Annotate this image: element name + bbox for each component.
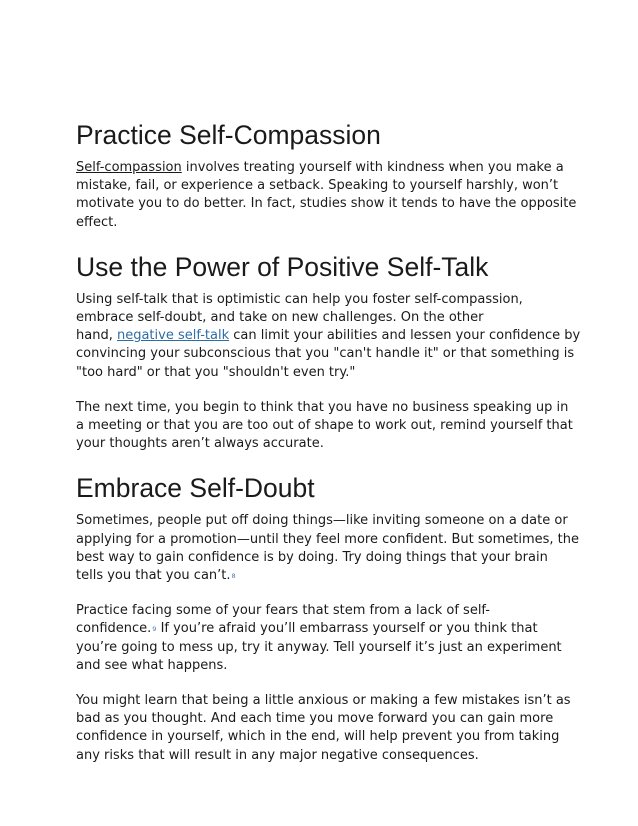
footnote-marker[interactable]: 8 [231, 572, 236, 581]
paragraph [76, 692, 571, 765]
footnote-marker[interactable]: 9 [152, 625, 157, 634]
text-line: hand, [76, 328, 117, 344]
text-line: you’re going to mess up, try it anyway. Tell yourself it’s just an experiment [76, 639, 562, 655]
section-heading: Use the Power of Positive Self-Talk [76, 251, 489, 282]
section-embrace-self-doubt [76, 473, 580, 764]
text-line: tells you that you can’t. [76, 568, 231, 584]
text-line: The next time, you begin to think that you have no business speaking up in [76, 399, 569, 415]
text-line: applying for a promotion—until they feel more confident. But sometimes, the [76, 531, 580, 547]
negative-self-talk-link[interactable]: negative self-talk [116, 328, 230, 344]
section-heading: Practice Self-Compassion [76, 120, 381, 150]
text-line: and see what happens. [76, 657, 228, 673]
paragraph [76, 159, 577, 232]
text-line: best way to gain confidence is by doing. Try doing things that your brain [76, 549, 548, 565]
section-practice-self-compassion [76, 120, 577, 232]
text-line: Using self-talk that is optimistic can help you foster self-compassion, [76, 291, 523, 307]
paragraph [76, 291, 581, 382]
text-line: Sometimes, people put off doing things—like inviting someone on a date or [76, 513, 568, 529]
text-line: bad as you thought. And each time you move forward you can gain more [76, 711, 554, 727]
text-line: "too hard" or that you "shouldn't even try." [76, 364, 356, 380]
section-positive-self-talk [76, 251, 581, 454]
text-line: confidence in yourself, which in the end, will help prevent you from taking [76, 729, 560, 745]
text-line: convincing your subconscious that you "can't handle it" or that something is [76, 346, 575, 362]
article-body [76, 120, 581, 785]
text-line: confidence. [76, 621, 152, 637]
text-line: any risks that will result in any major negative consequences. [76, 747, 479, 763]
text-line: Practice facing some of your fears that stem from a lack of self- [76, 603, 490, 619]
text-line: can limit your abilities and lessen your confidence by [229, 328, 581, 344]
text-line: a meeting or that you are too out of shape to work out, remind yourself that [76, 418, 573, 434]
paragraph [76, 602, 566, 675]
text-line: involves treating yourself with kindness when you make a [181, 160, 564, 175]
text-line: embrace self-doubt, and take on new challenges. On the other [76, 310, 484, 326]
section-heading: Embrace Self-Doubt [76, 473, 315, 504]
text-line: mistake, fail, or experience a setback. Speaking to yourself harshly, won’t [76, 178, 559, 194]
paragraph [76, 399, 573, 454]
text-line: You might learn that being a little anxious or making a few mistakes isn’t as [76, 693, 571, 709]
text-line: If you’re afraid you’ll embarrass yourself or you think that [156, 621, 538, 637]
text-line: effect. [76, 214, 118, 230]
text-line: your thoughts aren’t always accurate. [76, 436, 324, 452]
paragraph [76, 512, 580, 585]
self-compassion-link[interactable]: Self-compassion [76, 160, 182, 175]
text-line: motivate you to do better. In fact, studies show it tends to have the opposite [76, 196, 577, 212]
